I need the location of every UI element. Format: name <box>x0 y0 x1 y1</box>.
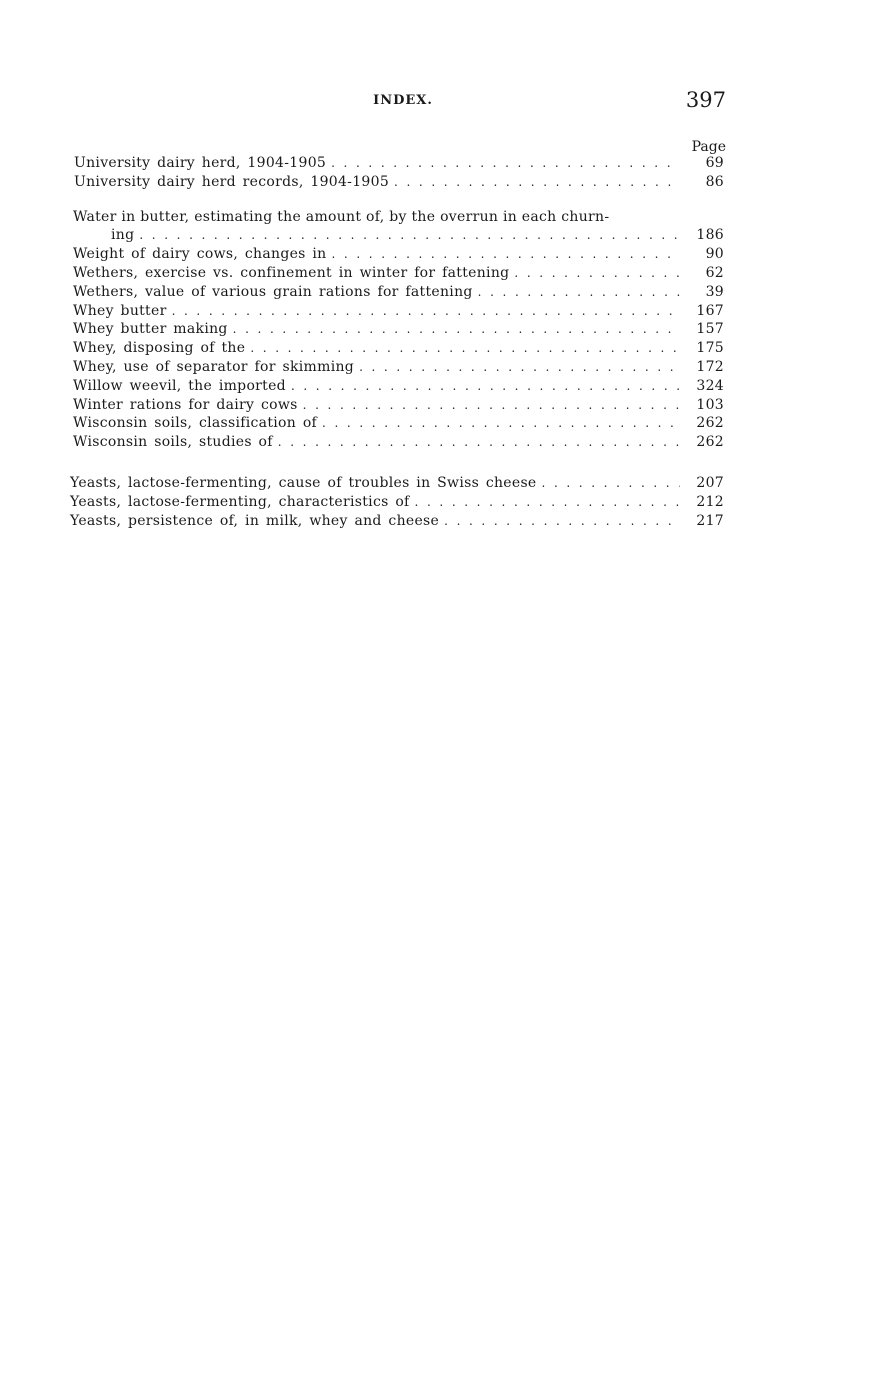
entry-text: Whey, use of separator for skimming <box>73 358 355 375</box>
entry-text: Wethers, exercise vs. confinement in winter for fattening <box>73 264 510 281</box>
entry-page: 212 <box>696 493 724 510</box>
entry-page: 217 <box>696 512 724 529</box>
entry-page: 172 <box>696 358 724 375</box>
index-entry <box>70 512 726 531</box>
index-entry <box>70 173 726 192</box>
entry-page: 262 <box>696 434 724 451</box>
dot-leader <box>444 512 680 531</box>
dot-leader <box>139 226 680 245</box>
dot-leader <box>303 396 680 415</box>
index-entry <box>70 474 726 493</box>
index-group-y <box>70 474 726 530</box>
index-entry <box>70 358 726 377</box>
entry-page: 86 <box>705 173 724 190</box>
dot-leader <box>415 493 680 512</box>
index-entry <box>70 377 726 396</box>
index-group-u <box>70 154 726 192</box>
entry-text: University dairy herd, 1904-1905 <box>74 155 327 171</box>
entry-text: University dairy herd records, 1904-1905 <box>74 173 390 190</box>
entry-page: 186 <box>696 227 724 244</box>
entry-text: Willow weevil, the imported <box>73 377 286 394</box>
index-entry <box>70 154 726 173</box>
index-entry <box>70 396 726 415</box>
entry-page: 69 <box>705 155 724 171</box>
index-group-w <box>70 208 726 452</box>
page-column-heading: Page <box>691 139 726 155</box>
dot-leader <box>250 339 680 358</box>
dot-leader <box>331 154 680 173</box>
dot-leader <box>332 245 681 264</box>
dot-leader <box>233 320 680 339</box>
entry-text-first-line: Water in butter, estimating the amount of, by the overrun in each churn- <box>73 208 610 225</box>
entry-text: Wethers, value of various grain rations for fattening <box>73 283 473 300</box>
index-entry <box>70 414 726 433</box>
dot-leader <box>394 173 680 192</box>
dot-leader <box>172 302 680 321</box>
index-entry-continuation <box>70 226 726 245</box>
entry-page: 262 <box>696 415 724 432</box>
page-number: 397 <box>685 88 726 112</box>
entry-text-continuation: ing <box>111 227 135 244</box>
entry-page: 324 <box>696 377 724 394</box>
index-entry <box>70 339 726 358</box>
index-entry <box>70 493 726 512</box>
dot-leader <box>291 377 680 396</box>
entry-text: Winter rations for dairy cows <box>73 396 298 413</box>
dot-leader <box>278 433 680 452</box>
entry-text: Whey butter <box>73 302 167 319</box>
page-header <box>70 88 726 118</box>
index-entry <box>70 264 726 283</box>
index-entry <box>70 433 726 452</box>
entry-text: Yeasts, lactose-fermenting, characteristics of <box>70 493 410 510</box>
entry-text: Weight of dairy cows, changes in <box>73 246 327 263</box>
index-entry <box>70 302 726 321</box>
dot-leader <box>542 474 680 493</box>
index-list <box>70 154 726 546</box>
index-entry <box>70 283 726 302</box>
entry-page: 103 <box>696 396 724 413</box>
entry-page: 157 <box>696 321 724 338</box>
dot-leader <box>514 264 680 283</box>
entry-text: Whey, disposing of the <box>73 340 246 357</box>
entry-page: 39 <box>705 283 724 300</box>
index-entry <box>70 320 726 339</box>
running-title: INDEX. <box>373 93 433 108</box>
entry-text: Yeasts, lactose-fermenting, cause of troubles in Swiss cheese <box>70 474 537 491</box>
entry-page: 90 <box>705 246 724 263</box>
entry-page: 167 <box>696 302 724 319</box>
entry-text: Yeasts, persistence of, in milk, whey and cheese <box>70 512 440 529</box>
dot-leader <box>478 283 680 302</box>
entry-text: Whey butter making <box>73 321 228 338</box>
entry-page: 175 <box>696 340 724 357</box>
entry-page: 207 <box>696 474 724 491</box>
entry-page: 62 <box>705 264 724 281</box>
index-entry <box>70 245 726 264</box>
dot-leader <box>359 358 680 377</box>
dot-leader <box>322 414 680 433</box>
entry-text: Wisconsin soils, classification of <box>73 415 318 432</box>
entry-text: Wisconsin soils, studies of <box>73 434 273 451</box>
